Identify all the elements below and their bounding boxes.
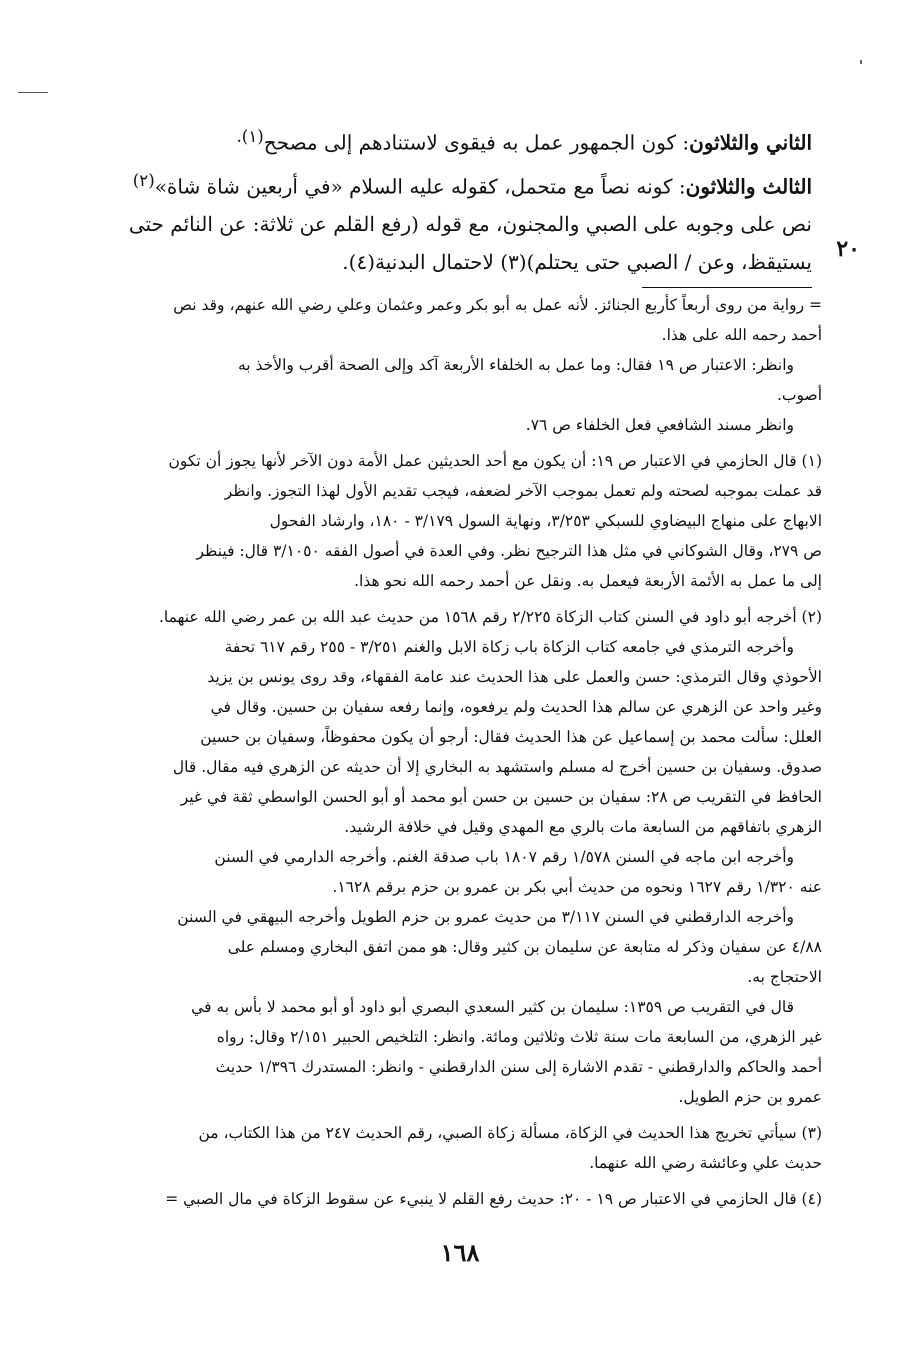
- footnote-line: (١) قال الحازمي في الاعتبار ص ١٩: أن يكون مع أحد الحديثين عمل الأمة دون الآخر لأنها يجوز أن تكون: [168, 452, 822, 470]
- footnote-line: عمرو بن حزم الطويل.: [678, 1088, 822, 1106]
- footnote-3: [72, 1118, 822, 1178]
- footnote-line: أحمد والحاكم والدارقطني - تقدم الاشارة إلى سنن الدارقطني - وانظر: المستدرك ١/٣٩٦ حديث: [215, 1058, 822, 1076]
- footnote-1: [72, 446, 822, 596]
- main-line-2: [76, 162, 812, 206]
- footnote-4: [72, 1184, 822, 1214]
- footnote-line: قال في التقريب ص ١٣٥٩: سليمان بن كثير السعدي البصري أبو داود أو أبو محمد لا بأس به في: [191, 998, 794, 1016]
- margin-tick: [860, 60, 862, 64]
- footnote-line: إلى ما عمل به الأئمة الأربعة فيعمل به. ونقل عن أحمد رحمه الله نحو هذا.: [354, 572, 822, 590]
- footnote-separator: [642, 287, 812, 288]
- footnote-line: ٤/٨٨ عن سفيان وذكر له متابعة عن سليمان بن كثير وقال: هو ممن اتفق البخاري ومسلم على: [227, 938, 822, 956]
- footnote-line: وانظر مسند الشافعي فعل الخلفاء ص ٧٦.: [525, 416, 794, 434]
- footnote-line: (٣) سيأتي تخريج هذا الحديث في الزكاة، مسألة زكاة الصبي، رقم الحديث ٢٤٧ من هذا الكتاب، من: [198, 1124, 822, 1142]
- footnote-line: العلل: سألت محمد بن إسماعيل عن هذا الحديث فقال: أرجو أن يكون محفوظاً، وسفيان بن حسين: [200, 728, 822, 746]
- footnote-line: أصوب.: [777, 386, 822, 404]
- footnote-line: ص ٢٧٩، وقال الشوكاني في مثل هذا الترجيح نظر. وفي العدة في أصول الفقه ٣/١٠٥٠ قال: فينظر: [196, 542, 822, 560]
- footnotes: [72, 290, 822, 1220]
- footnote-line: غير الزهري، من السابعة مات سنة ثلاث وثلاثين ومائة. وانظر: التلخيص الحبير ٢/١٥١ وقال: رواه: [216, 1028, 822, 1046]
- main-line-1-text: : كون الجمهور عمل به فيقوى لاستنادهم إلى مصحح: [263, 130, 690, 155]
- footnote-line: = رواية من روى أربعاً كأربع الجنائز. لأنه عمل به أبو بكر وعمر وعثمان وعلي رضي الله عنهم، وقد نص: [173, 296, 822, 314]
- section-lead-33: الثالث والثلاثون: [685, 174, 812, 199]
- footnote-line: (٢) أخرجه أبو داود في السنن كتاب الزكاة ٢/٢٢٥ رقم ١٥٦٨ من حديث عبد الله بن عمر رضي الله عنهما.: [159, 608, 822, 626]
- page-number: ١٦٨: [440, 1238, 480, 1267]
- footnote-line: وأخرجه الدارقطني في السنن ٣/١١٧ من حديث عمرو بن حزم الطويل وأخرجه البيهقي في السنن: [177, 908, 794, 926]
- main-line-3: نص على وجوبه على الصبي والمجنون، مع قوله (رفع القلم عن ثلاثة: عن النائم حتى: [128, 212, 812, 237]
- footnote-line: وأخرجه ابن ماجه في السنن ١/٥٧٨ رقم ١٨٠٧ باب صدقة الغنم. وأخرجه الدارمي في السنن: [214, 848, 794, 866]
- footnote-line: الأحوذي وقال الترمذي: حسن والعمل على هذا الحديث عند عامة الفقهاء، وقد روى يونس بن يزيد: [207, 668, 822, 686]
- footnote-ref-1: (١).: [236, 127, 264, 146]
- footnote-line: الحافظ في التقريب ص ٢٨: سفيان بن حسين بن حسن أبو محمد أو أبو الحسن الواسطي ثقة في غير: [180, 788, 822, 806]
- main-line-2-text: : كونه نصاً مع متحمل، كقوله عليه السلام «في أربعين شاة شاة»: [154, 174, 686, 199]
- footnote-ref-2: (٢): [132, 170, 155, 190]
- footnote-line: عنه ١/٣٢٠ رقم ١٦٢٧ ونحوه من حديث أبي بكر بن عمرو بن حزم برقم ١٦٢٨.: [332, 878, 822, 896]
- footnote-line: أحمد رحمه الله على هذا.: [661, 326, 822, 344]
- footnote-continuation: [72, 290, 822, 440]
- footnote-line: وأخرجه الترمذي في جامعه كتاب الزكاة باب زكاة الابل والغنم ٣/٢٥١ - ٢٥٥ رقم ٦١٧ تحفة: [224, 638, 794, 656]
- footnote-line: الزهري باتفاقهم من السابعة مات بالري مع المهدي وقيل في خلافة الرشيد.: [344, 818, 822, 836]
- footnote-line: حديث علي وعائشة رضي الله عنهما.: [589, 1154, 822, 1172]
- footnote-line: صدوق. وسفيان بن حسين أخرج له مسلم واستشهد به البخاري إلا أن حديثه عن الزهري فيه مقال. قال: [172, 758, 822, 776]
- footnote-line: قد عملت بموجبه لصحته ولم تعمل بموجب الآخر لضعفه، فيجب تقديم الأول لهذا التجوز. وانظر: [224, 482, 822, 500]
- footnote-line: وانظر: الاعتبار ص ١٩ فقال: وما عمل به الخلفاء الأربعة آكد وإلى الصحة أقرب والأخذ به: [237, 356, 794, 374]
- footnote-line: الابهاج على منهاج البيضاوي للسبكي ٣/٢٥٣، ونهاية السول ٣/١٧٩ - ١٨٠، وارشاد الفحول: [269, 512, 822, 530]
- footnote-line: الاحتجاج به.: [747, 968, 822, 986]
- footnote-line: (٤) قال الحازمي في الاعتبار ص ١٩ - ٢٠: حديث رفع القلم لا ينبيء عن سقوط الزكاة في مال الصبي =: [165, 1190, 822, 1208]
- main-text: [76, 118, 812, 281]
- margin-line-number: ٢٠: [836, 236, 860, 262]
- footnote-2: [72, 602, 822, 1112]
- main-line-4: يستيقظ، وعن / الصبي حتى يحتلم)(٣) لاحتمال البدنية(٤).: [342, 250, 812, 275]
- section-lead-32: الثاني والثلاثون: [689, 130, 812, 155]
- margin-rule: [18, 92, 48, 93]
- footnote-line: وغير واحد عن الزهري عن سالم هذا الحديث ولم يرفعوه، وإنما رفعه سفيان بن حسين. وقال في: [210, 698, 822, 716]
- main-line-1: [76, 118, 812, 162]
